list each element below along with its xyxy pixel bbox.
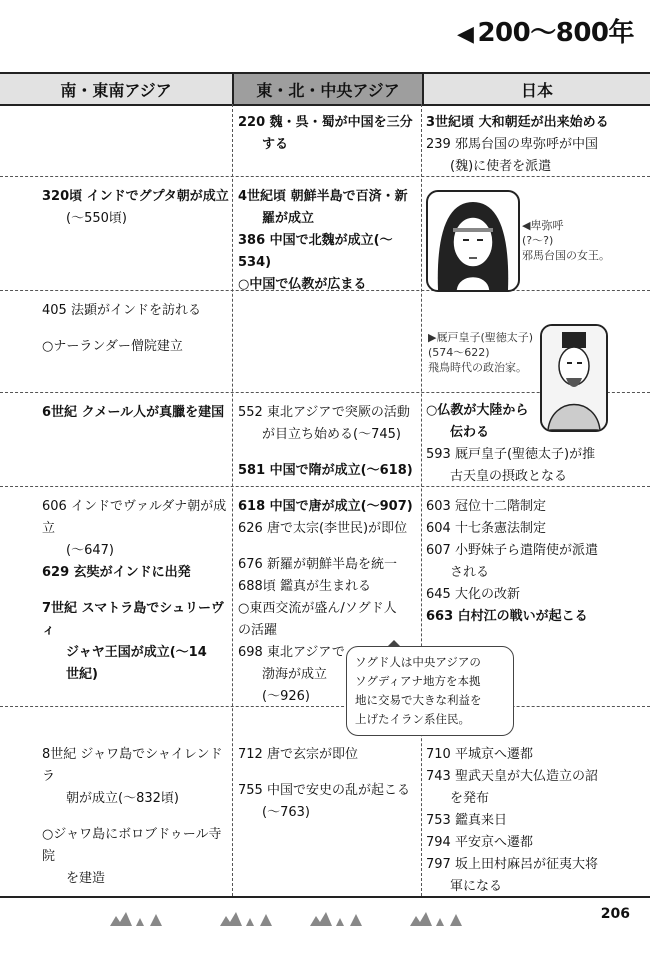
- event-entry: 698 東北アジアで: [238, 645, 345, 660]
- event-entry: 世紀): [66, 667, 98, 682]
- column-header-south: 南・東南アジア: [0, 74, 232, 104]
- event-entry: される: [450, 565, 490, 580]
- column-header-japan: 日本: [424, 74, 650, 104]
- event-entry: 743 聖武天皇が大仏造立の詔: [426, 769, 598, 784]
- event-entry: 604 十七条憲法制定: [426, 521, 546, 536]
- event-entry: 663 白村江の戦いが起こる: [426, 609, 588, 624]
- cell-east: [238, 744, 420, 824]
- event-entry: が目立ち始める(～745): [262, 427, 401, 442]
- event-entry: (～926): [262, 689, 310, 704]
- cell-south: [42, 402, 230, 424]
- event-entry: 607 小野妹子ら遣隋使が派遣: [426, 543, 598, 558]
- event-entry: 629 玄奘がインドに出発: [42, 565, 191, 580]
- shotoku-caption: ▶厩戸皇子(聖徳太子) (574～622) 飛鳥時代の政治家。: [428, 331, 534, 374]
- event-entry: 712 唐で玄宗が即位: [238, 747, 358, 762]
- event-entry: 618 中国で唐が成立(～907): [238, 499, 413, 514]
- page-title: ◀ 200～800年: [457, 18, 634, 48]
- event-entry: (～550頃): [66, 211, 127, 226]
- event-entry: 3世紀頃 大和朝廷が出来始める: [426, 115, 609, 130]
- event-entry: 239 邪馬台国の卑弥呼が中国: [426, 137, 598, 152]
- event-entry: 渤海が成立: [262, 667, 328, 682]
- sogdian-note-bubble: ソグド人は中央アジアの ソグディアナ地方を本拠 地に交易で大きな利益を 上げたイラン系住民。: [346, 646, 514, 736]
- event-entry: する: [262, 137, 289, 152]
- event-entry: ○ジャワ島にボロブドゥール寺院: [42, 827, 222, 864]
- event-entry: ○中国で仏教が広まる: [238, 277, 367, 292]
- event-entry: 320頃 インドでグプタ朝が成立: [42, 189, 229, 204]
- event-entry: 405 法顕がインドを訪れる: [42, 303, 201, 318]
- event-entry: 688頃 鑑真が生まれる: [238, 579, 371, 594]
- event-entry: を建造: [66, 871, 106, 886]
- event-entry: 626 唐で太宗(李世民)が即位: [238, 521, 408, 536]
- event-entry: 645 大化の改新: [426, 587, 520, 602]
- event-entry: (～647): [66, 543, 114, 558]
- event-entry: ○仏教が大陸から: [426, 403, 529, 418]
- cell-south: [42, 496, 230, 686]
- event-entry: 386 中国で北魏が成立(～534): [238, 233, 393, 270]
- cell-east: [238, 402, 420, 482]
- event-entry: 606 インドでヴァルダナ朝が成立: [42, 499, 227, 536]
- event-entry: 7世紀 スマトラ島でシュリーヴィ: [42, 601, 225, 638]
- event-entry: 伝わる: [450, 425, 490, 440]
- column-divider: [232, 104, 233, 896]
- page-number: 206: [600, 906, 630, 922]
- event-entry: 581 中国で隋が成立(～618): [238, 463, 413, 478]
- event-entry: 古天皇の摂政となる: [450, 469, 568, 484]
- shotoku-portrait: [540, 324, 608, 432]
- mountain-decoration: [110, 908, 510, 928]
- event-entry: (魏)に使者を派遣: [450, 159, 552, 174]
- column-divider: [421, 104, 422, 896]
- himiko-caption: ◀卑弥呼 (?～?) 邪馬台国の女王。: [522, 219, 610, 262]
- cell-japan: [426, 112, 644, 178]
- event-entry: 552 東北アジアで突厥の活動: [238, 405, 410, 420]
- cell-japan: [426, 400, 644, 488]
- cell-east: [238, 112, 420, 156]
- event-entry: 676 新羅が朝鮮半島を統一: [238, 557, 397, 572]
- event-entry: の活躍: [238, 623, 278, 638]
- event-entry: を発布: [450, 791, 490, 806]
- cell-south: [42, 186, 230, 230]
- himiko-portrait: [426, 190, 520, 292]
- event-entry: 603 冠位十二階制定: [426, 499, 546, 514]
- cell-japan: [426, 496, 644, 628]
- cell-south: [42, 744, 230, 890]
- column-header-east: 東・北・中央アジア: [232, 74, 424, 104]
- event-entry: 羅が成立: [262, 211, 315, 226]
- event-entry: (～763): [262, 805, 310, 820]
- cell-south: [42, 300, 230, 358]
- cell-east: [238, 186, 420, 296]
- event-entry: 755 中国で安史の乱が起こる: [238, 783, 410, 798]
- event-entry: 710 平城京へ遷都: [426, 747, 533, 762]
- event-entry: ○ナーランダー僧院建立: [42, 339, 183, 354]
- left-arrow-icon: ◀: [457, 22, 474, 47]
- event-entry: 6世紀 クメール人が真臘を建国: [42, 405, 225, 420]
- cell-japan: [426, 744, 644, 898]
- event-entry: 朝が成立(～832頃): [66, 791, 179, 806]
- event-entry: 797 坂上田村麻呂が征夷大将: [426, 857, 598, 872]
- event-entry: 4世紀頃 朝鮮半島で百済・新: [238, 189, 408, 204]
- event-entry: ○東西交流が盛ん/ソグド人: [238, 601, 397, 616]
- event-entry: ジャヤ王国が成立(～14: [66, 645, 207, 660]
- column-header-row: [0, 72, 650, 106]
- event-entry: 8世紀 ジャワ島でシャイレンドラ: [42, 747, 223, 784]
- event-entry: 593 厩戸皇子(聖徳太子)が推: [426, 447, 596, 462]
- event-entry: 753 鑑真来日: [426, 813, 507, 828]
- event-entry: 220 魏・呉・蜀が中国を三分: [238, 115, 413, 130]
- event-entry: 794 平安京へ遷都: [426, 835, 533, 850]
- event-entry: 軍になる: [450, 879, 503, 894]
